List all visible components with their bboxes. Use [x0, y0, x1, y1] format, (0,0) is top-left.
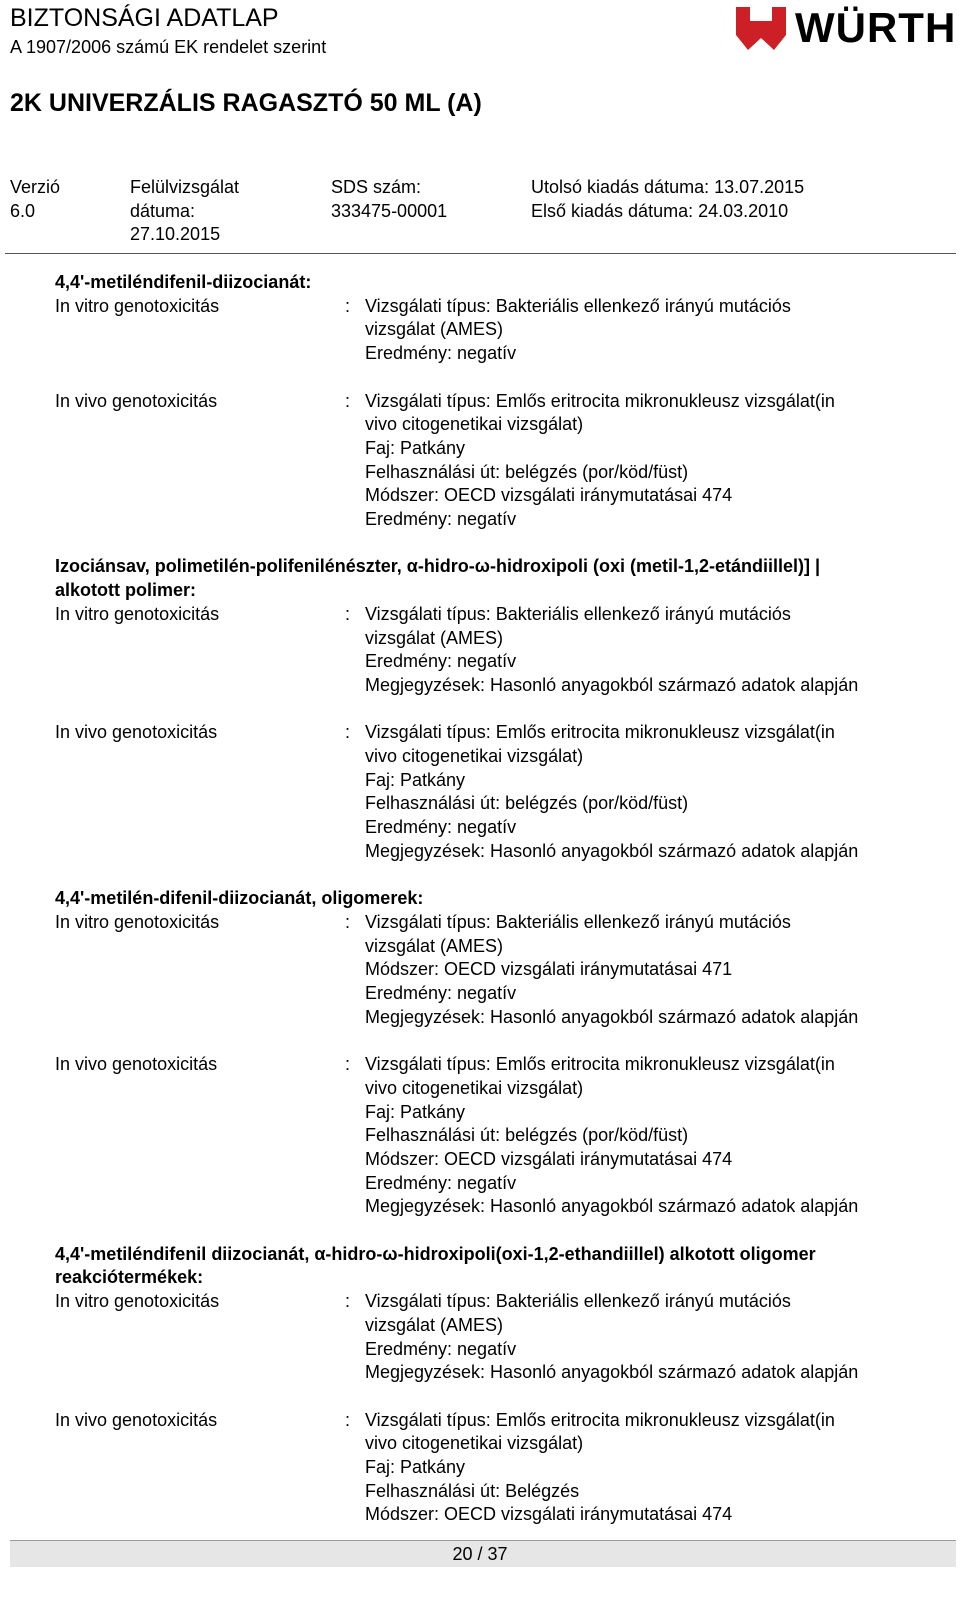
- row-details: [365, 390, 945, 532]
- genotoxicity-row: [55, 1053, 945, 1219]
- meta-revision: [130, 176, 239, 247]
- product-name: 2K UNIVERZÁLIS RAGASZTÓ 50 ML (A): [10, 89, 482, 117]
- substance-title: alkotott polimer:: [55, 580, 197, 601]
- substance-section: [55, 1243, 945, 1527]
- substance-section: [55, 887, 945, 1219]
- detail-line: Megjegyzések: Hasonló anyagokból származó adatok alapján: [365, 840, 859, 861]
- meta-revision-label: Felülvizsgálat: [130, 177, 240, 197]
- detail-line: Vizsgálati típus: Bakteriális ellenkező irányú mutációs: [365, 1291, 791, 1312]
- detail-line: vizsgálat (AMES): [365, 627, 504, 648]
- row-details: [365, 721, 945, 863]
- row-label: In vitro genotoxicitás: [55, 911, 220, 932]
- row-details: [365, 603, 945, 698]
- substance-title: Izociánsav, polimetilén-polifenilénészter, α-hidro-ω-hidroxipoli (oxi (metil-1,2-etándiillel)] |: [55, 556, 821, 577]
- meta-first-issue: Első kiadás dátuma: 24.03.2010: [531, 200, 789, 221]
- detail-line: Faj: Patkány: [365, 1457, 466, 1478]
- detail-line: Faj: Patkány: [365, 1101, 466, 1122]
- genotoxicity-row: [55, 1290, 945, 1385]
- detail-line: Módszer: OECD vizsgálati iránymutatásai 474: [365, 1148, 733, 1169]
- detail-line: Felhasználási út: belégzés (por/köd/füst): [365, 1125, 689, 1146]
- doc-title: BIZTONSÁGI ADATLAP: [10, 4, 279, 32]
- section-spacer: [55, 1219, 945, 1243]
- detail-line: Megjegyzések: Hasonló anyagokból származó adatok alapján: [365, 1362, 859, 1383]
- row-label: In vivo genotoxicitás: [55, 722, 218, 743]
- meta-revision-label-2: dátuma:: [130, 200, 196, 221]
- toxicology-content: [55, 271, 945, 1527]
- detail-line: Felhasználási út: belégzés (por/köd/füst): [365, 793, 689, 814]
- detail-line: Vizsgálati típus: Bakteriális ellenkező irányú mutációs: [365, 295, 791, 316]
- row-separator: :: [345, 1054, 351, 1075]
- detail-line: vivo citogenetikai vizsgálat): [365, 1077, 584, 1098]
- detail-line: Vizsgálati típus: Emlős eritrocita mikronukleusz vizsgálat(in: [365, 1409, 835, 1430]
- row-separator: :: [345, 722, 351, 743]
- row-separator: :: [345, 1409, 351, 1430]
- detail-line: Módszer: OECD vizsgálati iránymutatásai 474: [365, 485, 733, 506]
- meta-dates: [531, 176, 804, 223]
- detail-line: Eredmény: negatív: [365, 651, 517, 672]
- detail-line: Felhasználási út: belégzés (por/köd/füst): [365, 461, 689, 482]
- meta-sds-label: SDS szám:: [331, 177, 422, 197]
- row-label: In vitro genotoxicitás: [55, 295, 220, 316]
- genotoxicity-row: [55, 390, 945, 532]
- meta-last-issue: Utolsó kiadás dátuma: 13.07.2015: [531, 177, 805, 197]
- section-spacer: [55, 864, 945, 888]
- genotoxicity-row: [55, 1409, 945, 1528]
- wurth-logo-text: WÜRTH: [795, 4, 957, 51]
- substance-title: reakciótermékek:: [55, 1267, 204, 1288]
- row-details: [365, 1409, 945, 1528]
- genotoxicity-row: [55, 911, 945, 1030]
- detail-line: vivo citogenetikai vizsgálat): [365, 1433, 584, 1454]
- detail-line: Megjegyzések: Hasonló anyagokból származó adatok alapján: [365, 1196, 859, 1217]
- substance-title: 4,4'-metiléndifenil-diizocianát:: [55, 272, 312, 292]
- meta-version-value: 6.0: [10, 200, 36, 221]
- detail-line: Faj: Patkány: [365, 437, 466, 458]
- row-spacer: [55, 1385, 945, 1409]
- substance-section: [55, 555, 945, 863]
- row-spacer: [55, 698, 945, 722]
- row-separator: :: [345, 390, 351, 411]
- detail-line: vizsgálat (AMES): [365, 1314, 504, 1335]
- meta-sds: [331, 176, 447, 223]
- section-spacer: [55, 532, 945, 556]
- detail-line: Vizsgálati típus: Emlős eritrocita mikronukleusz vizsgálat(in: [365, 722, 835, 743]
- wurth-logo: [733, 2, 958, 56]
- detail-line: vizsgálat (AMES): [365, 935, 504, 956]
- row-details: [365, 1290, 945, 1385]
- row-details: [365, 911, 945, 1030]
- detail-line: Vizsgálati típus: Bakteriális ellenkező irányú mutációs: [365, 603, 791, 624]
- detail-line: Módszer: OECD vizsgálati iránymutatásai 474: [365, 1504, 733, 1525]
- detail-line: Vizsgálati típus: Emlős eritrocita mikronukleusz vizsgálat(in: [365, 390, 835, 411]
- detail-line: Eredmény: negatív: [365, 509, 517, 530]
- row-separator: :: [345, 1291, 351, 1312]
- genotoxicity-row: [55, 721, 945, 863]
- row-label: In vivo genotoxicitás: [55, 1054, 218, 1075]
- row-label: In vitro genotoxicitás: [55, 603, 220, 624]
- substance-title: 4,4'-metiléndifenil diizocianát, α-hidro-ω-hidroxipoli(oxi-1,2-ethandiillel) alkotott oligomer: [55, 1243, 816, 1264]
- detail-line: vivo citogenetikai vizsgálat): [365, 414, 584, 435]
- row-label: In vivo genotoxicitás: [55, 390, 218, 411]
- row-separator: :: [345, 295, 351, 316]
- genotoxicity-row: [55, 295, 945, 366]
- regulation-subtitle: A 1907/2006 számú EK rendelet szerint: [10, 37, 327, 57]
- detail-line: Vizsgálati típus: Emlős eritrocita mikronukleusz vizsgálat(in: [365, 1054, 835, 1075]
- meta-sds-value: 333475-00001: [331, 200, 448, 221]
- meta-revision-value: 27.10.2015: [130, 224, 221, 244]
- row-spacer: [55, 1029, 945, 1053]
- header-divider: [5, 253, 956, 254]
- detail-line: Faj: Patkány: [365, 769, 466, 790]
- row-label: In vivo genotoxicitás: [55, 1409, 218, 1430]
- row-details: [365, 1053, 945, 1219]
- detail-line: Eredmény: negatív: [365, 1338, 517, 1359]
- detail-line: vizsgálat (AMES): [365, 319, 504, 340]
- detail-line: Felhasználási út: Belégzés: [365, 1480, 580, 1501]
- substance-title: 4,4'-metilén-difenil-diizocianát, oligomerek:: [55, 888, 424, 909]
- row-separator: :: [345, 603, 351, 624]
- row-spacer: [55, 366, 945, 390]
- detail-line: Módszer: OECD vizsgálati iránymutatásai 471: [365, 959, 733, 980]
- detail-line: Eredmény: negatív: [365, 983, 517, 1004]
- detail-line: Eredmény: negatív: [365, 343, 517, 364]
- substance-section: [55, 271, 945, 532]
- page-number: 20 / 37: [452, 1544, 508, 1564]
- row-separator: :: [345, 911, 351, 932]
- genotoxicity-row: [55, 603, 945, 698]
- wurth-logo-mark-icon: [733, 2, 789, 54]
- meta-version-label: Verzió: [10, 177, 61, 197]
- detail-line: Megjegyzések: Hasonló anyagokból származó adatok alapján: [365, 674, 859, 695]
- detail-line: Eredmény: negatív: [365, 1172, 517, 1193]
- detail-line: vivo citogenetikai vizsgálat): [365, 746, 584, 767]
- detail-line: Eredmény: negatív: [365, 817, 517, 838]
- row-label: In vitro genotoxicitás: [55, 1291, 220, 1312]
- meta-version: [10, 176, 60, 223]
- detail-line: Megjegyzések: Hasonló anyagokból származó adatok alapján: [365, 1006, 859, 1027]
- detail-line: Vizsgálati típus: Bakteriális ellenkező irányú mutációs: [365, 911, 791, 932]
- row-details: [365, 295, 945, 366]
